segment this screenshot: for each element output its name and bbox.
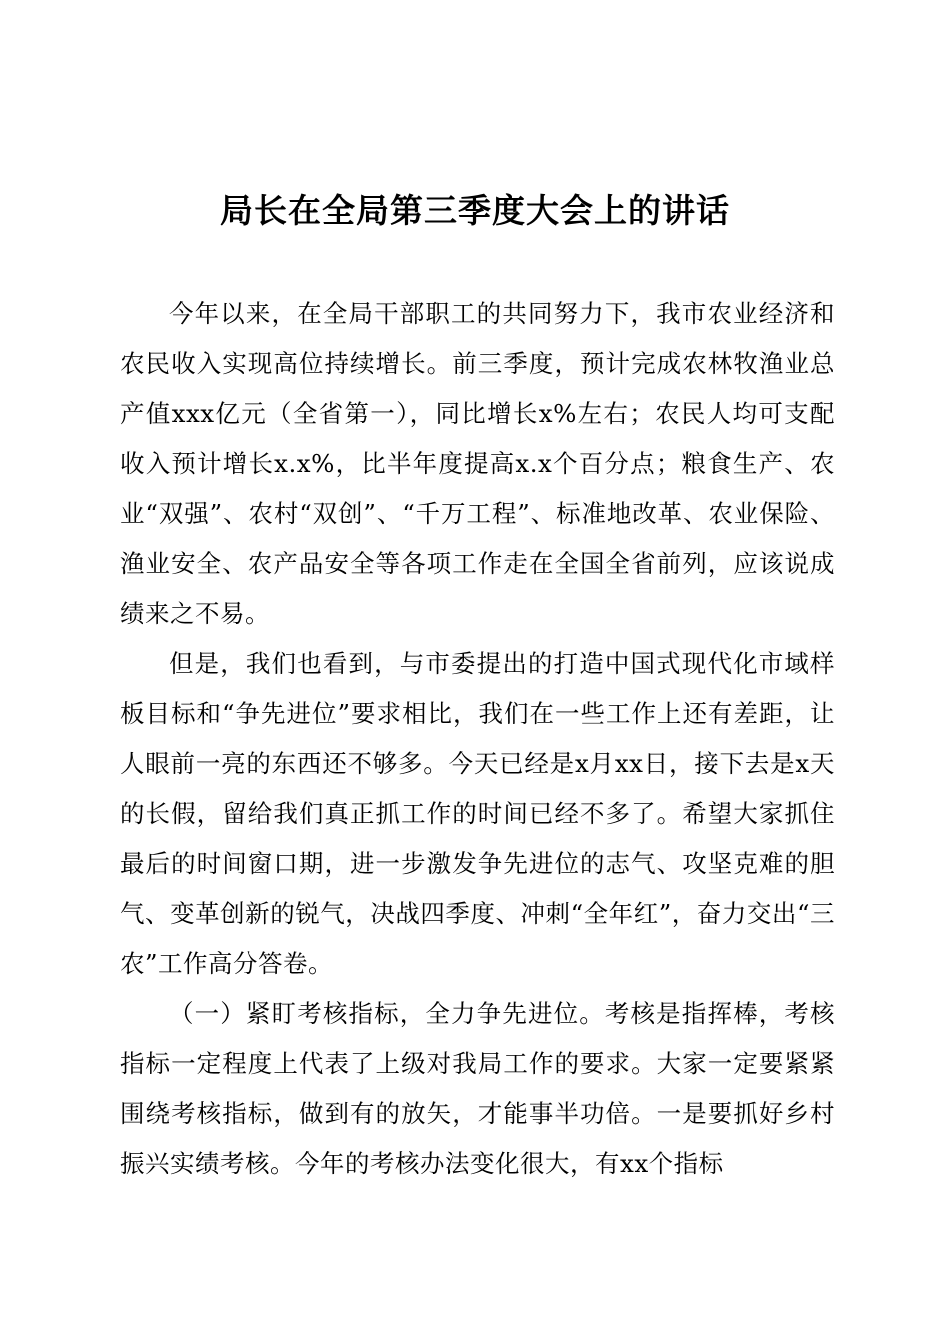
paragraph-gaps: 但是，我们也看到，与市委提出的打造中国式现代化市域样板目标和“争先进位”要求相比，我们在一些工作上还有差距，让人眼前一亮的东西还不够多。今天已经是x月xx日，接下去是x天的长假，留给我们真正抓工作的时间已经不多了。希望大家抓住最后的时间窗口期，进一步激发争先进位的志气、攻坚克难的胆气、变革创新的锐气，决战四季度、冲刺“全年红”，奋力交出“三农”工作高分答卷。 [120,649,835,978]
document-body [120,289,835,1189]
document-title: 局长在全局第三季度大会上的讲话 [220,191,730,230]
paragraph-assessment: （一）紧盯考核指标，全力争先进位。考核是指挥棒，考核指标一定程度上代表了上级对我局工作的要求。大家一定要紧紧围绕考核指标，做到有的放矢，才能事半功倍。一是要抓好乡村振兴实绩考核。今年的考核办法变化很大，有xx个指标 [120,999,835,1178]
paragraph-achievements: 今年以来，在全局干部职工的共同努力下，我市农业经济和农民收入实现高位持续增长。前三季度，预计完成农林牧渔业总产值xxx亿元（全省第一），同比增长x%左右；农民人均可支配收入预计增长x.x%，比半年度提高x.x个百分点；粮食生产、农业“双强”、农村“双创”、“千万工程”、标准地改革、农业保险、渔业安全、农产品安全等各项工作走在全国全省前列，应该说成绩来之不易。 [120,299,835,628]
